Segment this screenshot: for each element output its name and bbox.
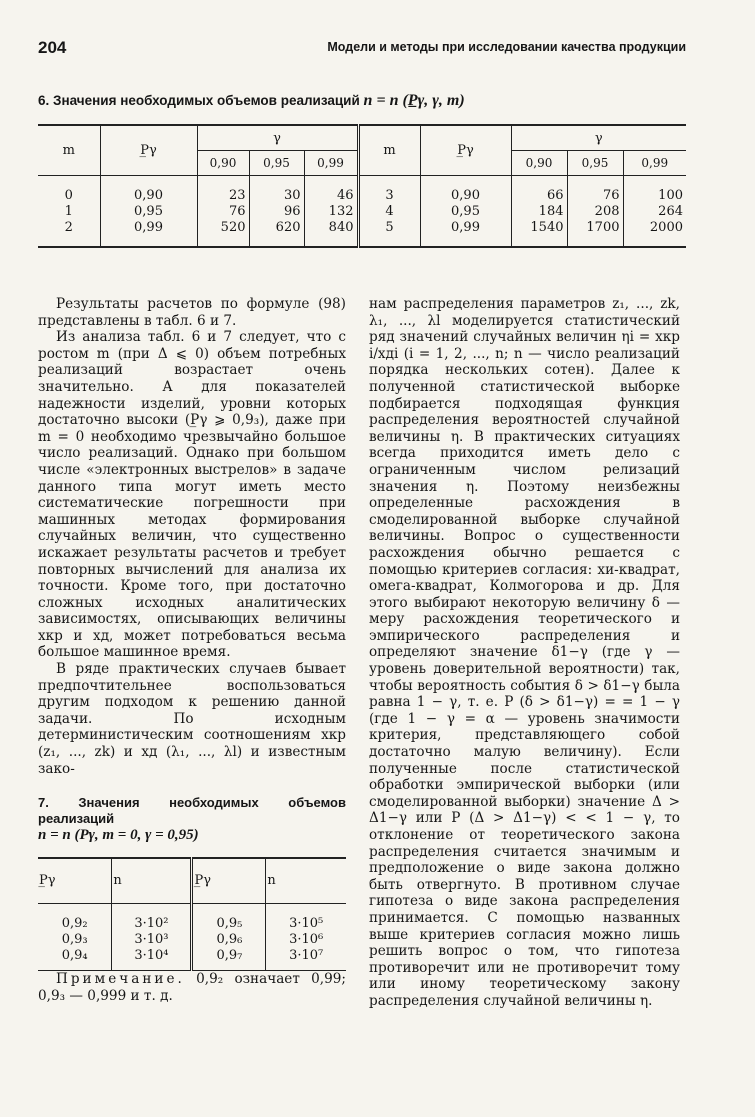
- t6-head-p2: P̲γ: [420, 125, 511, 176]
- t6-cell: 76: [197, 204, 249, 220]
- t6-gamma2-2: 0,95: [567, 151, 623, 176]
- t6-cell: 3: [385, 188, 394, 203]
- t7-cell: 0,9₆: [216, 932, 243, 948]
- t7-cell: 0,9₂: [61, 916, 88, 932]
- t6-cell: 66: [511, 176, 567, 205]
- t7-cell: 3·10⁷: [266, 948, 346, 971]
- t7-head-n: n: [112, 858, 192, 904]
- t7-cell: 3·10³: [112, 932, 192, 948]
- t6-cell: 100: [623, 176, 686, 205]
- page-number: 204: [38, 38, 67, 57]
- table6-caption-formula: n = n (P̲γ, γ, m): [363, 92, 465, 109]
- t6-cell: 76: [567, 176, 623, 205]
- t6-cell: 1: [64, 204, 73, 219]
- t6-head-gamma: γ: [197, 125, 358, 151]
- paragraph: Результаты расчетов по формуле (98) представлены в табл. 6 и 7.: [38, 296, 346, 329]
- running-title: Модели и методы при исследовании качества продукции: [327, 40, 686, 54]
- t7-cell: 3·10⁶: [266, 932, 346, 948]
- t6-cell: 0,90: [100, 176, 197, 205]
- t6-cell: 0,90: [420, 176, 511, 205]
- table7: [38, 857, 346, 971]
- table-row: [38, 932, 346, 948]
- t7-head-n2: n: [266, 858, 346, 904]
- table-row: [38, 220, 686, 247]
- paragraph: Из анализа табл. 6 и 7 следует, что с ростом m (при Δ ⩽ 0) объем потребных реализаций возрастает очень значительно. А для показателей надежности изделий, уровни которых достаточно высоки (P̲γ ⩾ 0,9₃), даже при m = 0 необходимо чрезвычайно большое число реализаций. Однако при большом числе «электронных выстрелов» в задаче данного типа могут иметь место систематические погрешности при машинных методах формирования случайных величин, что существенно искажает результаты расчетов и требует повторных вычислений для анализа их точности. Кроме того, при достаточно сложных исходных аналитических зависимостях, описывающих величины xкр и xд, может потребоваться весьма большое машинное время.: [38, 329, 346, 661]
- t6-cell: 23: [197, 176, 249, 205]
- table6: [38, 124, 686, 248]
- t7-cell: 3·10²: [112, 904, 192, 933]
- t6-cell: 0,95: [100, 204, 197, 220]
- table7-caption-text: 7. Значения необходимых объемов реализаций: [38, 795, 346, 827]
- table-row: [38, 904, 346, 933]
- t7-cell: 0,9₇: [192, 948, 266, 971]
- t6-cell: 184: [511, 204, 567, 220]
- note-label: Примечание.: [56, 971, 185, 988]
- paragraph: нам распределения параметров z₁, ..., zk, λ₁, ..., λl моделируется статистический ряд значений случайных величин ηi = xкр i/xдi (i = 1, 2, ..., n; n — число реализаций порядка нескольких сотен). Далее к полученной статистической выборке подбирается подходящая функция распределения вероятностей случайной величины η. В практических ситуациях всегда приходится иметь дело с ограниченным числом релизаций значения η. Поэтому неизбежны определенные расхождения в смоделированной выборке случайной величины. Вопрос о существенности расхождения обычно решается с помощью критериев согласия: хи-квадрат, омега-квадрат, Колмогорова и др. Для этого выбирают некоторую величину δ — меру расхождения теоретического и эмпирического распределения и определяют значение δ1−γ (где γ — уровень доверительной вероятности) так, чтобы вероятность события δ > δ1−γ была равна 1 − γ, т. е. P (δ > δ1−γ) = = 1 − γ (где 1 − γ = α — уровень значимости критерия, представляющего собой достаточно малую величину). Если полученные после статистической обработки эмпирической выборки (или смоделированной выборки) значение Δ > Δ1−γ или P (Δ > Δ1−γ) < < 1 − γ, то отклонение от теоретического закона распределения считается значимым и предположение о виде закона должно быть отвергнуто. В противном случае гипотеза о виде закона распределения принимается. С помощью названных выше критериев согласия можно лишь решить вопрос о том, что гипотеза противоречит или не противоречит тому или иному теоретическому закону распределения случайной величины η.: [369, 296, 680, 1009]
- t6-cell: 520: [197, 220, 249, 247]
- t6-head-gamma2: γ: [511, 125, 686, 151]
- t6-gamma-1: 0,90: [197, 151, 249, 176]
- t7-cell: 0,9₅: [216, 916, 243, 932]
- table-row: [38, 948, 346, 971]
- table7-note: [38, 971, 346, 1004]
- table-row: [38, 176, 686, 205]
- table-row: [38, 204, 686, 220]
- table7-caption-formula: n = n (Pγ, m = 0, γ = 0,95): [38, 827, 199, 844]
- t6-head-m: m: [38, 125, 100, 176]
- t6-cell: 2000: [623, 220, 686, 247]
- t7-cell: 0,9₄: [38, 948, 112, 971]
- t6-gamma-3: 0,99: [304, 151, 358, 176]
- t6-cell: 30: [249, 176, 304, 205]
- t6-cell: 4: [385, 204, 394, 219]
- t6-cell: 1540: [511, 220, 567, 247]
- t6-cell: 132: [304, 204, 358, 220]
- t6-cell: 840: [304, 220, 358, 247]
- table6-caption: [38, 92, 465, 110]
- t6-cell: 0,99: [100, 220, 197, 247]
- table6-caption-text: 6. Значения необходимых объемов реализаций: [38, 93, 360, 108]
- note-text: 0,9₂ означает 0,99; 0,9₃ — 0,999 и т. д.: [38, 971, 346, 1004]
- t7-cell: 3·10⁴: [112, 948, 192, 971]
- t6-gamma2-3: 0,99: [623, 151, 686, 176]
- t6-cell: 0: [64, 188, 73, 203]
- t6-gamma-2: 0,95: [249, 151, 304, 176]
- t6-cell: 264: [623, 204, 686, 220]
- paragraph: В ряде практических случаев бывает предпочтительнее воспользоваться другим подходом к решению данной задачи. По исходным детерминистическим соотношениям xкр (z₁, ..., zk) и xд (λ₁, ..., λl) и известным зако-: [38, 661, 346, 777]
- right-column: [369, 296, 680, 1010]
- table7-caption: [38, 795, 346, 843]
- t6-cell: 5: [358, 220, 420, 247]
- t6-cell: 1700: [567, 220, 623, 247]
- t7-cell: 3·10⁵: [266, 904, 346, 933]
- t6-cell: 46: [304, 176, 358, 205]
- t6-head-m2: m: [358, 125, 420, 176]
- t7-head-p2: P̲γ: [192, 858, 266, 904]
- t6-cell: 208: [567, 204, 623, 220]
- t6-cell: 0,95: [420, 204, 511, 220]
- t6-head-p: P̲γ: [100, 125, 197, 176]
- t6-cell: 620: [249, 220, 304, 247]
- t6-gamma2-1: 0,90: [511, 151, 567, 176]
- t6-cell: 2: [38, 220, 100, 247]
- t6-cell: 96: [249, 204, 304, 220]
- t7-head-p: P̲γ: [38, 858, 112, 904]
- left-column: [38, 296, 346, 1004]
- t6-cell: 0,99: [420, 220, 511, 247]
- t7-cell: 0,9₃: [61, 932, 88, 948]
